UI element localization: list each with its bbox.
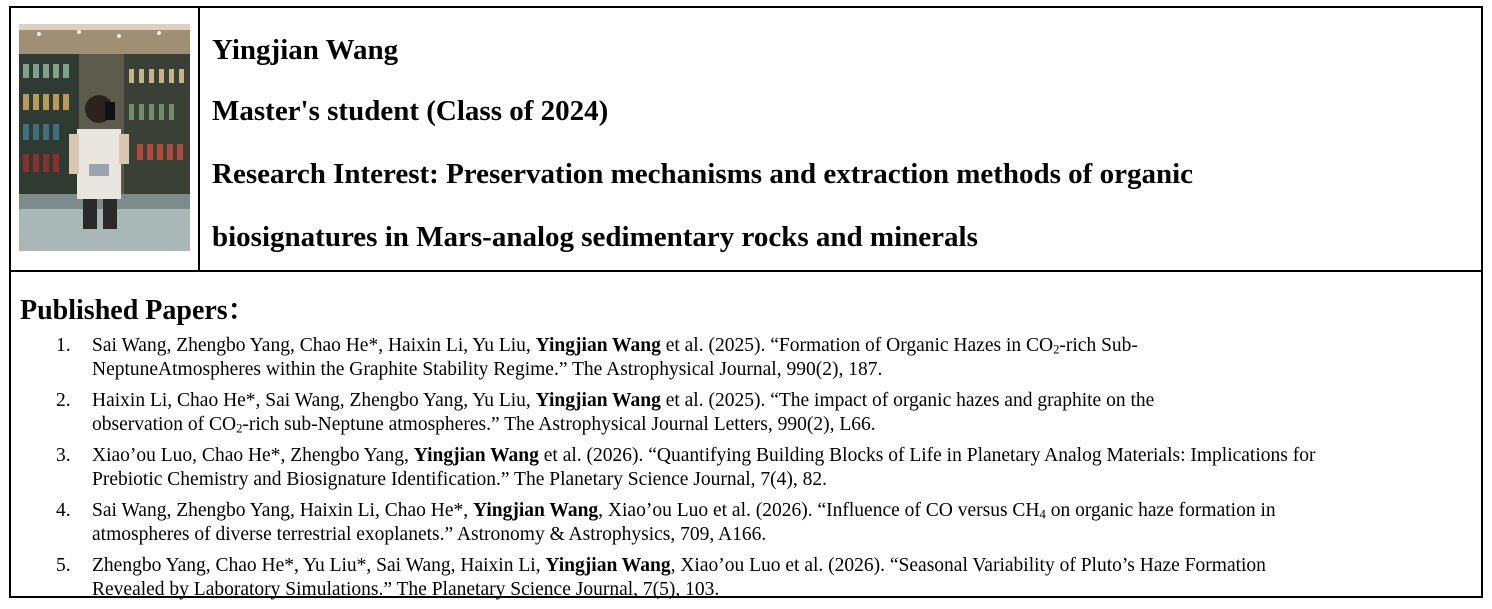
publication-line (92, 554, 1471, 578)
subscript: 2 (236, 421, 243, 436)
publication-text: , Xiao’ou Luo et al. (2026). “Influence of CO versus CH (598, 500, 1040, 521)
publications-section (11, 272, 1481, 600)
highlighted-author: Yingjian Wang (535, 390, 661, 411)
student-position: Master's student (Class of 2024) (212, 95, 609, 127)
publication-authors: Zhengbo Yang, Chao He*, Yu Liu*, Sai Wang, Haixin Li, (92, 555, 546, 576)
publication-number: 4. (56, 500, 71, 521)
subscript: 2 (1053, 342, 1060, 357)
publication-item (11, 554, 1471, 601)
highlighted-author: Yingjian Wang (473, 500, 599, 521)
publication-item (11, 499, 1471, 546)
publication-number: 2. (56, 390, 71, 411)
publication-line: NeptuneAtmospheres within the Graphite Stability Regime.” The Astrophysical Journal, 990(2), 187. (92, 358, 883, 380)
publication-text: -rich Sub- (1059, 335, 1138, 356)
publication-number: 1. (56, 335, 71, 356)
publication-text: et al. (2026). “Quantifying Building Blocks of Life in Planetary Analog Materials: Implications for (538, 445, 1316, 466)
publication-list (11, 334, 1481, 609)
publication-line (92, 389, 1471, 413)
highlighted-author: Yingjian Wang (413, 445, 539, 466)
publications-heading: Published Papers： (20, 295, 256, 326)
publication-text: , Xiao’ou Luo et al. (2026). “Seasonal Variability of Pluto’s Haze Formation (670, 555, 1266, 576)
publication-authors: Xiao’ou Luo, Chao He*, Zhengbo Yang, (92, 445, 414, 466)
publication-text: on organic haze formation in (1045, 500, 1276, 521)
highlighted-author: Yingjian Wang (545, 555, 671, 576)
student-name: Yingjian Wang (212, 34, 399, 66)
publication-text: -rich sub-Neptune atmospheres.” The Astrophysical Journal Letters, 990(2), L66. (242, 413, 876, 435)
publication-line: atmospheres of diverse terrestrial exoplanets.” Astronomy & Astrophysics, 709, A166. (92, 523, 767, 545)
subscript: 4 (1039, 507, 1046, 522)
publication-number: 5. (56, 555, 71, 576)
publication-text: et al. (2025). “The impact of organic hazes and graphite on the (660, 390, 1155, 411)
publication-line: Revealed by Laboratory Simulations.” The Planetary Science Journal, 7(5), 103. (92, 578, 720, 600)
publication-item (11, 334, 1471, 381)
profile-card (9, 6, 1483, 598)
publication-line (92, 413, 1471, 437)
publication-authors: Haixin Li, Chao He*, Sai Wang, Zhengbo Yang, Yu Liu, (92, 390, 536, 411)
publication-item (11, 444, 1471, 491)
publication-line (92, 334, 1471, 358)
publication-number: 3. (56, 445, 71, 466)
publication-line (92, 499, 1471, 523)
publication-authors: Sai Wang, Zhengbo Yang, Haixin Li, Chao He*, (92, 500, 473, 521)
publication-line: Prebiotic Chemistry and Biosignature Identification.” The Planetary Science Journal, 7(4), 82. (92, 468, 828, 490)
highlighted-author: Yingjian Wang (535, 335, 661, 356)
publication-item (11, 389, 1471, 436)
publication-authors: Sai Wang, Zhengbo Yang, Chao He*, Haixin Li, Yu Liu, (92, 335, 536, 356)
publication-text: observation of CO (92, 413, 237, 435)
photo-cell (11, 8, 200, 270)
publication-line (92, 444, 1471, 468)
profile-header (11, 8, 1481, 272)
research-interest-line-1: Research Interest: Preservation mechanisms and extraction methods of organic (212, 158, 1194, 190)
profile-photo (19, 24, 190, 251)
publication-text: et al. (2025). “Formation of Organic Hazes in CO (660, 335, 1054, 356)
research-interest-line-2: biosignatures in Mars-analog sedimentary rocks and minerals (212, 221, 978, 253)
